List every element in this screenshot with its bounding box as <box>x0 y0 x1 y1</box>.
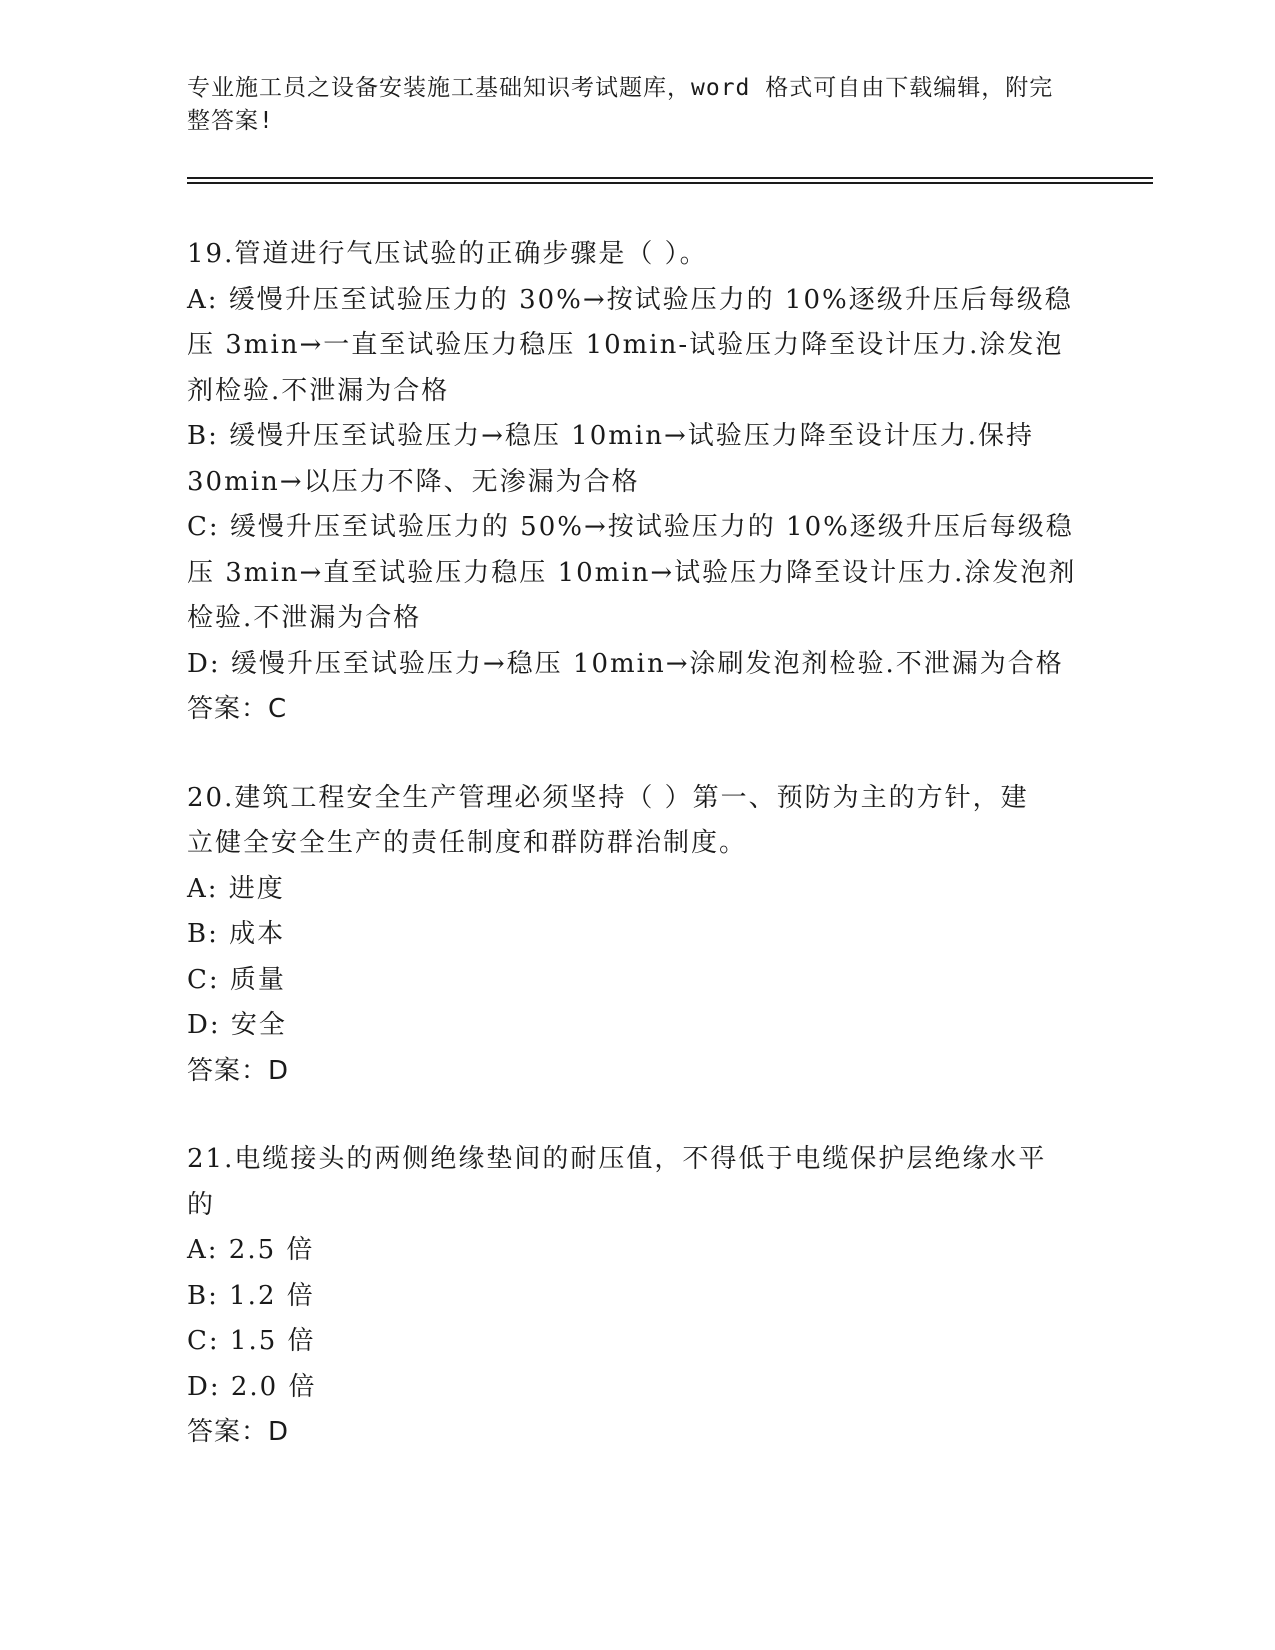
option-line: 检验.不泄漏为合格 <box>187 603 422 633</box>
answer-line: 答案：D <box>187 1055 290 1086</box>
option-line: A: 缓慢升压至试验压力的 30%→按试验压力的 10%逐级升压后每级稳 <box>187 284 1073 315</box>
question-text-line: 21.电缆接头的两侧绝缘垫间的耐压值，不得低于电缆保护层绝缘水平 <box>187 1144 1047 1174</box>
option-line: D: 安全 <box>187 1010 287 1040</box>
option-line: B: 缓慢升压至试验压力→稳压 10min→试验压力降至设计压力.保持 <box>187 421 1035 451</box>
question-list <box>187 232 1087 1499</box>
option-line: C: 缓慢升压至试验压力的 50%→按试验压力的 10%逐级升压后每级稳 <box>187 512 1074 542</box>
option-line: 剂检验.不泄漏为合格 <box>187 375 450 406</box>
answer-line: 答案：D <box>187 1417 290 1447</box>
option-line: A: 2.5 倍 <box>187 1235 315 1265</box>
option-line: D: 缓慢升压至试验压力→稳压 10min→涂刷发泡剂检验.不泄漏为合格 <box>187 648 1064 679</box>
option-line: B: 1.2 倍 <box>187 1280 315 1311</box>
answer-line: 答案：C <box>187 694 288 724</box>
option-line: 压 3min→一直至试验压力稳压 10min-试验压力降至设计压力.涂发泡 <box>187 330 1064 360</box>
option-line: D: 2.0 倍 <box>187 1371 317 1402</box>
question-item <box>187 232 1087 733</box>
document-header <box>187 72 1067 138</box>
header-divider-bottom <box>187 182 1153 184</box>
header-line-1: 专业施工员之设备安装施工基础知识考试题库，word 格式可自由下载编辑，附完 <box>187 75 1054 101</box>
option-line: C: 1.5 倍 <box>187 1326 316 1356</box>
question-item <box>187 776 1087 1095</box>
option-line: A: 进度 <box>187 873 285 904</box>
option-line: C: 质量 <box>187 964 286 995</box>
question-text-line: 立健全安全生产的责任制度和群防群治制度。 <box>187 828 748 858</box>
header-line-2: 整答案! <box>187 108 274 134</box>
question-text-line: 的 <box>187 1189 216 1220</box>
header-divider-top <box>187 177 1153 179</box>
option-line: 压 3min→直至试验压力稳压 10min→试验压力降至设计压力.涂发泡剂 <box>187 557 1077 588</box>
option-line: B: 成本 <box>187 919 286 949</box>
option-line: 30min→以压力不降、无渗漏为合格 <box>187 466 640 497</box>
question-text-line: 19.管道进行气压试验的正确步骤是（ ）。 <box>187 239 708 269</box>
question-text-line: 20.建筑工程安全生产管理必须坚持（ ）第一、预防为主的方针，建 <box>187 782 1029 813</box>
question-item <box>187 1137 1087 1456</box>
